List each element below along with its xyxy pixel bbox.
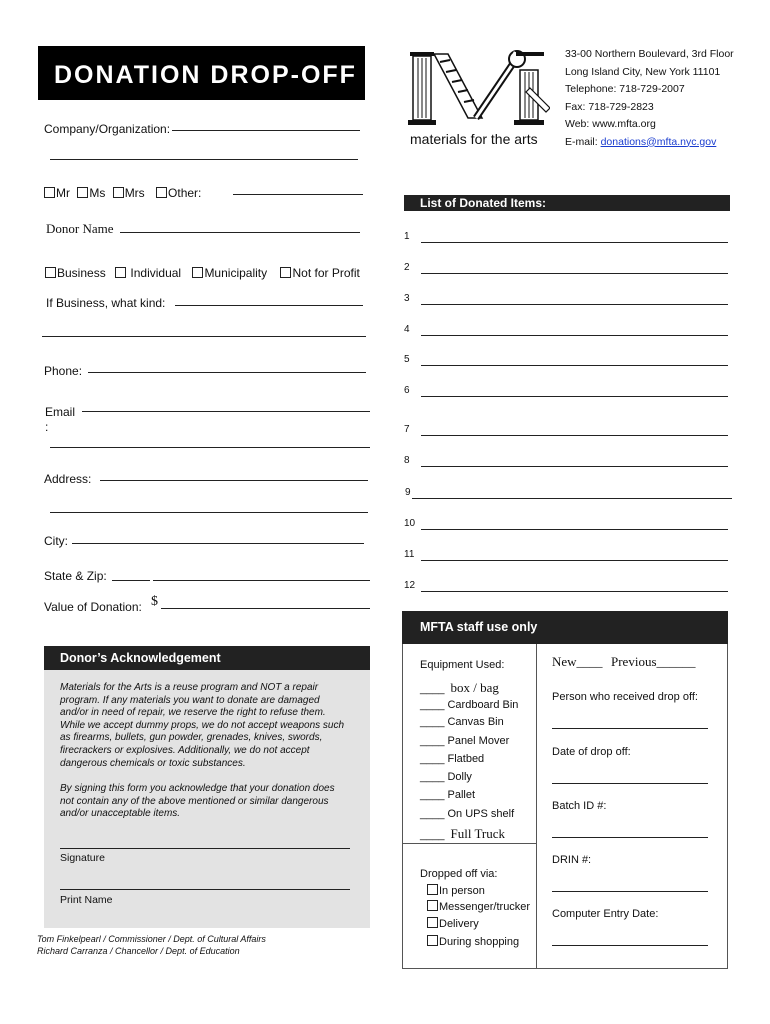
item-number: 2 xyxy=(404,262,410,273)
state-zip-label: State & Zip: xyxy=(44,569,107,583)
item-field[interactable] xyxy=(421,560,728,561)
donor-type-individual[interactable]: Individual xyxy=(115,266,181,280)
equipment-row[interactable] xyxy=(420,735,509,747)
equipment-row[interactable] xyxy=(420,771,472,783)
dropped-off-option[interactable] xyxy=(427,900,530,913)
donor-name-field[interactable] xyxy=(120,232,360,233)
checkbox[interactable] xyxy=(427,917,438,928)
acknowledgement-paragraph-2: By signing this form you acknowledge that your donation does not contain any of the above mentioned or similar dangerous and/or unacceptable items. xyxy=(60,783,335,820)
staff-field-input[interactable] xyxy=(552,837,708,838)
item-field[interactable] xyxy=(421,529,728,530)
checkbox[interactable] xyxy=(427,884,438,895)
checkbox[interactable] xyxy=(427,900,438,911)
equipment-row[interactable] xyxy=(420,753,484,765)
print-name-field[interactable] xyxy=(60,889,350,890)
staff-header: MFTA staff use only xyxy=(402,611,728,644)
checkbox-individual[interactable] xyxy=(115,267,126,278)
dropped-off-option-label: In person xyxy=(439,885,485,897)
footer-line-2: Richard Carranza / Chancellor / Dept. of Education xyxy=(37,945,240,956)
equipment-label: Canvas Bin xyxy=(447,716,504,728)
equipment-row[interactable] xyxy=(420,808,514,820)
contact-web: Web: www.mfta.org xyxy=(565,118,656,130)
company-field-line2[interactable] xyxy=(50,159,358,160)
equipment-row[interactable] xyxy=(420,699,518,711)
item-field[interactable] xyxy=(421,304,728,305)
salutation-other[interactable]: Other: xyxy=(156,186,201,200)
equipment-row[interactable] xyxy=(420,680,499,696)
footer xyxy=(37,934,266,957)
staff-field-label: Batch ID #: xyxy=(552,800,607,812)
equipment-label: Dolly xyxy=(447,771,472,783)
dropped-off-option-label: During shopping xyxy=(439,936,520,948)
logo-caption: materials for the arts xyxy=(410,131,538,147)
checkbox-other[interactable] xyxy=(156,187,167,198)
salutation-mrs[interactable]: Mrs xyxy=(113,186,145,200)
donor-type-municipality[interactable]: Municipality xyxy=(192,266,267,280)
equipment-blank[interactable]: ____ xyxy=(420,829,445,841)
mfta-logo xyxy=(404,48,554,148)
item-field[interactable] xyxy=(412,498,732,499)
equipment-blank[interactable]: ____ xyxy=(420,789,445,801)
items-header: List of Donated Items: xyxy=(404,195,730,211)
dropped-off-option-label: Messenger/trucker xyxy=(439,901,531,913)
acknowledgement-paragraph-1: Materials for the Arts is a reuse program and NOT a repair program. If any materials you want to donate are damaged and/or in need of repair, we reserve the right to refuse them. While we accept dummy props, we do not accept weapons such as firearms, bullets, gun powder, grenades, knives, swords, firecrackers or explosives. Additionally, we do not accept dangerous chemicals or toxic substances. xyxy=(60,682,345,769)
item-number: 1 xyxy=(404,231,410,242)
address-label: Address: xyxy=(44,472,92,486)
item-field[interactable] xyxy=(421,466,728,467)
contact-email-row xyxy=(565,134,734,152)
item-field[interactable] xyxy=(421,273,728,274)
contact-email-label: E-mail: xyxy=(565,135,601,148)
staff-divider-vertical xyxy=(536,644,537,969)
equipment-blank[interactable]: ____ xyxy=(420,699,445,711)
equipment-label: Full Truck xyxy=(450,826,506,841)
business-kind-field-line2[interactable] xyxy=(42,336,366,337)
email-field-line2[interactable] xyxy=(50,447,370,448)
item-number: 3 xyxy=(404,293,410,304)
company-field[interactable] xyxy=(172,130,360,131)
new-label: New____ xyxy=(552,654,603,669)
phone-label: Phone: xyxy=(44,364,83,378)
staff-field-label: Computer Entry Date: xyxy=(552,908,659,920)
item-field[interactable] xyxy=(421,591,728,592)
checkbox-ms[interactable] xyxy=(77,187,88,198)
address-field-line2[interactable] xyxy=(50,512,368,513)
donor-type-row xyxy=(45,266,360,280)
equipment-blank[interactable]: ____ xyxy=(420,771,445,783)
business-kind-label: If Business, what kind: xyxy=(46,296,166,310)
value-field[interactable] xyxy=(161,608,370,609)
checkbox-mrs[interactable] xyxy=(113,187,124,198)
checkbox[interactable] xyxy=(427,935,438,946)
salutation-mr[interactable]: Mr xyxy=(44,186,70,200)
item-field[interactable] xyxy=(421,242,728,243)
signature-field[interactable] xyxy=(60,848,350,849)
equipment-blank[interactable]: ____ xyxy=(420,716,445,728)
staff-field-label: Person who received drop off: xyxy=(552,691,698,703)
page-title: DONATION DROP-OFF xyxy=(38,46,365,100)
equipment-label: Cardboard Bin xyxy=(447,699,519,711)
equipment-label: box / bag xyxy=(450,680,499,695)
city-field[interactable] xyxy=(72,543,364,544)
logo-m-icon xyxy=(404,48,550,130)
contact-telephone: Telephone: 718-729-2007 xyxy=(565,83,685,95)
business-kind-field[interactable] xyxy=(175,305,363,306)
item-field[interactable] xyxy=(421,365,728,366)
previous-label: Previous______ xyxy=(611,654,696,669)
equipment-row[interactable] xyxy=(420,826,505,842)
contact-block xyxy=(565,46,734,151)
equipment-blank[interactable]: ____ xyxy=(420,683,445,695)
address-field[interactable] xyxy=(100,480,368,481)
item-number: 7 xyxy=(404,424,410,435)
checkbox-business[interactable] xyxy=(45,267,56,278)
staff-divider-horizontal xyxy=(402,843,536,844)
equipment-row[interactable] xyxy=(420,789,475,801)
equipment-blank[interactable]: ____ xyxy=(420,753,445,765)
equipment-blank[interactable]: ____ xyxy=(420,735,445,747)
staff-field-label: Date of drop off: xyxy=(552,746,631,758)
equipment-label: Flatbed xyxy=(447,753,485,765)
staff-field-label: DRIN #: xyxy=(552,854,592,866)
staff-field-input[interactable] xyxy=(552,945,708,946)
checkbox-municipality[interactable] xyxy=(192,267,203,278)
phone-field[interactable] xyxy=(88,372,366,373)
city-label: City: xyxy=(44,534,68,548)
item-field[interactable] xyxy=(421,435,728,436)
signature-label: Signature xyxy=(60,852,105,864)
item-number: 8 xyxy=(404,455,410,466)
print-name-label: Print Name xyxy=(60,894,113,906)
email-field[interactable] xyxy=(82,411,370,412)
dropped-off-option-label: Delivery xyxy=(439,918,479,930)
value-label: Value of Donation: xyxy=(44,600,142,614)
donor-type-nonprofit[interactable]: Not for Profit xyxy=(280,266,359,280)
item-number: 4 xyxy=(404,324,410,335)
item-field[interactable] xyxy=(421,335,728,336)
salutation-ms[interactable]: Ms xyxy=(77,186,105,200)
item-number: 9 xyxy=(405,487,411,498)
item-number: 5 xyxy=(404,354,410,365)
equipment-label: Equipment Used: xyxy=(420,659,505,671)
item-number: 6 xyxy=(404,385,410,396)
email-label-colon: : xyxy=(45,420,49,434)
contact-address-line1: 33-00 Northern Boulevard, 3rd Floor xyxy=(565,48,734,60)
email-label: Email xyxy=(45,405,76,419)
equipment-label: On UPS shelf xyxy=(447,808,515,820)
staff-field-input[interactable] xyxy=(552,783,708,784)
acknowledgement-header: Donor’s Acknowledgement xyxy=(44,646,370,670)
equipment-label: Panel Mover xyxy=(447,735,510,747)
dropped-off-option[interactable] xyxy=(427,884,485,897)
checkbox-not-for-profit[interactable] xyxy=(280,267,291,278)
equipment-blank[interactable]: ____ xyxy=(420,808,445,820)
checkbox-mr[interactable] xyxy=(44,187,55,198)
equipment-label: Pallet xyxy=(447,789,476,801)
salutation-row xyxy=(44,186,201,200)
value-currency: $ xyxy=(151,594,158,609)
contact-fax: Fax: 718-729-2823 xyxy=(565,100,654,113)
equipment-row[interactable] xyxy=(420,716,504,728)
contact-address-line2: Long Island City, New York 11101 xyxy=(565,65,721,78)
state-field[interactable] xyxy=(112,580,150,581)
dropped-off-label: Dropped off via: xyxy=(420,868,498,880)
donor-name-label: Donor Name xyxy=(46,221,114,236)
staff-field-input[interactable] xyxy=(552,728,708,729)
zip-field[interactable] xyxy=(153,580,370,581)
dropped-off-option[interactable] xyxy=(427,935,519,948)
contact-email-link[interactable]: donations@mfta.nyc.gov xyxy=(600,135,717,148)
donor-type-business[interactable]: Business xyxy=(45,266,106,280)
item-number: 12 xyxy=(404,580,416,591)
staff-field-input[interactable] xyxy=(552,891,708,892)
dropped-off-option[interactable] xyxy=(427,917,479,930)
other-salutation-field[interactable] xyxy=(233,194,363,195)
item-number: 11 xyxy=(404,549,415,560)
item-number: 10 xyxy=(404,518,416,529)
company-label: Company/Organization: xyxy=(44,122,171,136)
footer-line-1: Tom Finkelpearl / Commissioner / Dept. of Cultural Affairs xyxy=(37,934,266,944)
item-field[interactable] xyxy=(421,396,728,397)
